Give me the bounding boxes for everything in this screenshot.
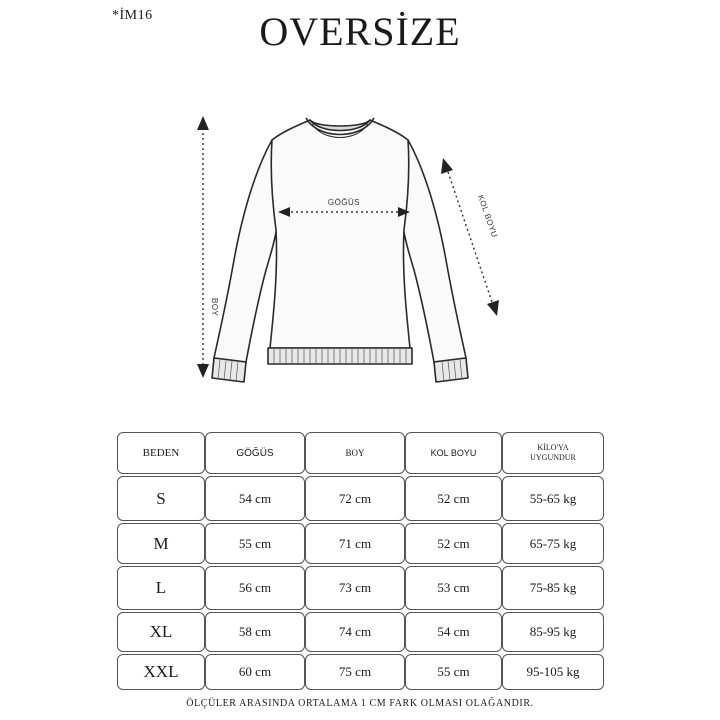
table-row-size: XL: [117, 612, 205, 652]
table-cell-chest: 55 cm: [205, 523, 305, 564]
length-measure-arrow: [197, 116, 209, 378]
table-cell-chest: 60 cm: [205, 654, 305, 690]
length-label: BOY: [210, 298, 219, 317]
table-cell-length: 75 cm: [305, 654, 405, 690]
table-cell-chest: 58 cm: [205, 612, 305, 652]
table-cell-sleeve: 53 cm: [405, 566, 502, 610]
table-cell-length: 74 cm: [305, 612, 405, 652]
table-cell-sleeve: 55 cm: [405, 654, 502, 690]
footnote: ÖLÇÜLER ARASINDA ORTALAMA 1 CM FARK OLMASI OLAĞANDIR.: [186, 698, 534, 709]
header-weight-line1: KİLO'YA: [537, 443, 569, 452]
table-row-size: M: [117, 523, 205, 564]
table-row-size: XXL: [117, 654, 205, 690]
table-row-size: L: [117, 566, 205, 610]
table-cell-chest: 56 cm: [205, 566, 305, 610]
header-chest: GÖĞÜS: [205, 432, 305, 474]
sleeve-label: KOL BOYU: [476, 193, 500, 239]
table-cell-weight: 55-65 kg: [502, 476, 604, 521]
table-cell-weight: 75-85 kg: [502, 566, 604, 610]
header-sleeve: KOL BOYU: [405, 432, 502, 474]
table-cell-weight: 65-75 kg: [502, 523, 604, 564]
header-length: BOY: [305, 432, 405, 474]
table-cell-length: 73 cm: [305, 566, 405, 610]
table-cell-sleeve: 54 cm: [405, 612, 502, 652]
header-weight-line2: UYGUNDUR: [530, 453, 576, 462]
product-code: *İM16: [112, 8, 153, 23]
table-cell-length: 72 cm: [305, 476, 405, 521]
table-cell-weight: 85-95 kg: [502, 612, 604, 652]
header-weight: [502, 432, 604, 474]
chest-label: GÖĞÜS: [327, 198, 361, 207]
table-cell-sleeve: 52 cm: [405, 476, 502, 521]
table-cell-sleeve: 52 cm: [405, 523, 502, 564]
table-cell-weight: 95-105 kg: [502, 654, 604, 690]
page-title: OVERSİZE: [259, 9, 461, 54]
sweatshirt-illustration: [212, 118, 468, 382]
table-cell-length: 71 cm: [305, 523, 405, 564]
table-row-size: S: [117, 476, 205, 521]
header-size: BEDEN: [117, 432, 205, 474]
table-cell-chest: 54 cm: [205, 476, 305, 521]
